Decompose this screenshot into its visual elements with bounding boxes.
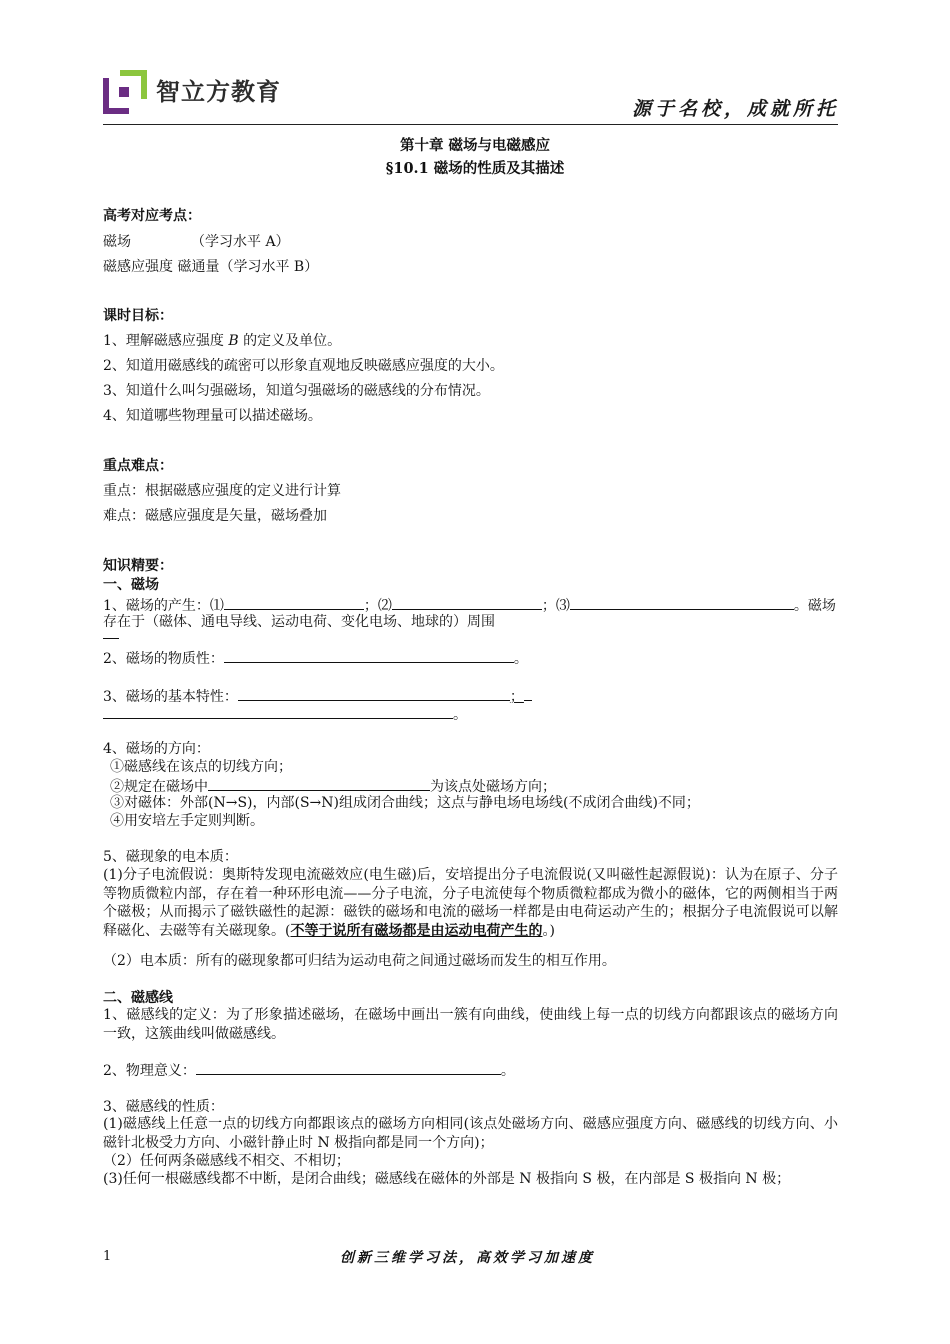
- magnetic-field-exist: 存在于（磁体、通电导线、运动电荷、变化电场、地球的）周围: [103, 614, 495, 630]
- direction-item: ③对磁体：外部(N→S)，内部(S→N)组成闭合曲线；这点与静电场电场线(不成闭合曲线)不同；: [110, 795, 700, 811]
- exam-points-heading: 高考对应考点：: [103, 208, 201, 224]
- goal-text: 的定义及单位。: [238, 333, 342, 349]
- part2-heading: 二、磁感线: [103, 990, 173, 1006]
- direction-item: ②规定在磁场中 为该点处磁场方向；: [110, 776, 556, 796]
- field-line-property: （2）任何两条磁感线不相交、不相切；: [103, 1153, 350, 1169]
- goal-item: 2、知道用磁感线的疏密可以形象直观地反映磁感应强度的大小。: [103, 358, 504, 374]
- knowledge-heading: 知识精要：: [103, 558, 173, 574]
- exam-point-name: 磁场: [103, 234, 131, 250]
- physical-meaning: 2、物理意义： 。: [103, 1060, 515, 1080]
- blank-line[interactable]: [238, 686, 510, 701]
- direction-heading: 4、磁场的方向：: [103, 741, 210, 757]
- blank-line: [103, 638, 119, 639]
- exam-point-item: [103, 258, 318, 276]
- electric-nature-paragraph: （2）电本质：所有的磁现象都可归结为运动电荷之间通过磁场而发生的相互作用。: [103, 953, 616, 969]
- electric-nature-heading: 5、磁现象的电本质：: [103, 849, 238, 865]
- header-divider: [103, 124, 838, 125]
- chapter-title: 第十章 磁场与电磁感应: [399, 137, 551, 154]
- magnetic-field-material: 2、磁场的物质性： 。: [103, 648, 528, 668]
- magnetic-field-property: 3、磁场的基本特性： ；: [103, 686, 532, 706]
- magnetic-field-origin: 1、磁场的产生：⑴ ；⑵ ；⑶ 。磁场: [103, 595, 836, 615]
- goal-text: 1、理解磁感应强度: [103, 333, 229, 349]
- blank-line[interactable]: [208, 776, 430, 791]
- key-point-difficulty: 难点：磁感应强度是矢量，磁场叠加: [103, 508, 327, 524]
- field-line-property: (3)任何一根磁感线都不中断，是闭合曲线；磁感线在磁体的外部是 N 极指向 S 极，在内部是 S 极指向 N 极；: [103, 1171, 791, 1187]
- blank-line[interactable]: [392, 595, 542, 610]
- goals-heading: 课时目标：: [103, 308, 173, 324]
- logo-mark-icon: [103, 70, 147, 114]
- exam-point-level: （学习水平 B）: [219, 259, 319, 275]
- blank-line[interactable]: [103, 704, 453, 719]
- molecular-current-paragraph: (1)分子电流假说：奥斯特发现电流磁效应(电生磁)后，安培提出分子电流假说(又叫磁性起源假说)：认为在原子、分子等物质微粒内部，存在着一种环形电流——分子电流，分子电流使每个物质微粒都成为微小的磁体，它的两侧相当于两个磁极；从而揭示了磁铁磁性的起源：磁铁的磁场和电流的磁场一样都是由电荷运动产生的；根据分子电流假说可以解释磁化、去磁等有关磁现象。(不等于说所有磁场都是由运动电荷产生的。): [103, 867, 838, 939]
- field-line-properties-heading: 3、磁感线的性质：: [103, 1099, 224, 1115]
- emphasis-text: 不等于说所有磁场都是由运动电荷产生的: [290, 922, 543, 939]
- page-number: 1: [103, 1249, 112, 1264]
- blank-line[interactable]: [224, 648, 514, 663]
- header-slogan: 源于名校，成就所托: [632, 98, 840, 120]
- exam-point-level: （学习水平 A）: [191, 234, 290, 250]
- goal-item: 4、知道哪些物理量可以描述磁场。: [103, 408, 322, 424]
- exam-point-item: [103, 233, 290, 251]
- goal-item: [103, 332, 341, 350]
- direction-item: ①磁感线在该点的切线方向；: [110, 759, 292, 775]
- goal-variable: B: [228, 333, 239, 349]
- logo-text: 智立方教育: [156, 78, 281, 106]
- blank-line: [524, 686, 532, 701]
- section-title: §10.1 磁场的性质及其描述: [385, 160, 565, 177]
- part1-heading: 一、磁场: [103, 577, 159, 593]
- key-points-heading: 重点难点：: [103, 458, 173, 474]
- blank-line[interactable]: [570, 595, 794, 610]
- blank-line[interactable]: [224, 595, 364, 610]
- blank-line[interactable]: [196, 1060, 501, 1075]
- footer-slogan: 创新三维学习法，高效学习加速度: [340, 1250, 595, 1266]
- field-line-property: (1)磁感线上任意一点的切线方向都跟该点的磁场方向相同(该点处磁场方向、磁感应强度方向、磁感线的切线方向、小磁针北极受力方向、小磁针静止时 N 极指向都是同一个方向)；: [103, 1116, 838, 1151]
- goal-item: 3、知道什么叫匀强磁场，知道匀强磁场的磁感线的分布情况。: [103, 383, 490, 399]
- direction-item: ④用安培左手定则判断。: [110, 813, 264, 829]
- exam-point-name: 磁感应强度 磁通量: [103, 259, 220, 275]
- field-line-definition: 1、磁感线的定义：为了形象描述磁场，在磁场中画出一簇有向曲线，使曲线上每一点的切线方向都跟该点的磁场方向一致，这簇曲线叫做磁感线。: [103, 1007, 838, 1042]
- magnetic-field-property-cont: 。: [103, 704, 467, 724]
- key-point-focus: 重点：根据磁感应强度的定义进行计算: [103, 483, 341, 499]
